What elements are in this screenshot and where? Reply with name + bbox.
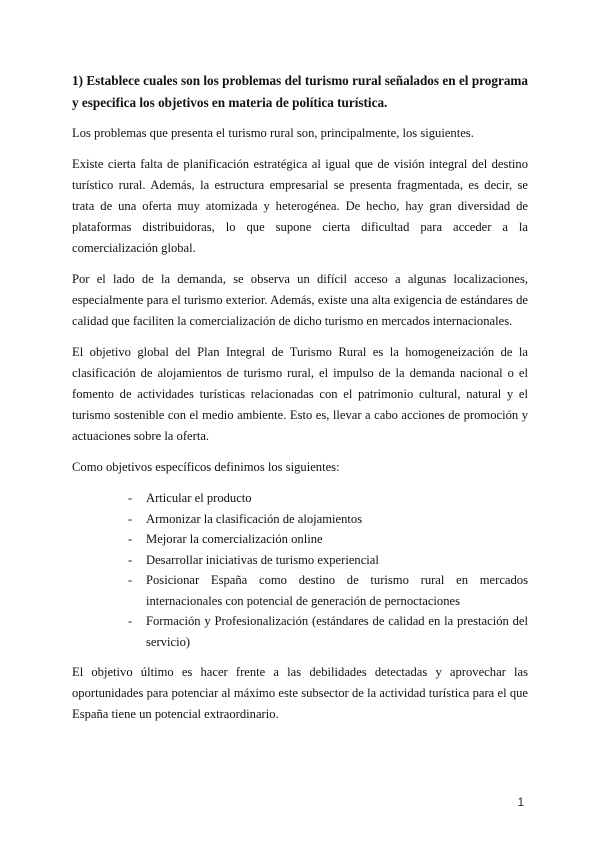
list-item	[72, 611, 528, 652]
objective-text: Desarrollar iniciativas de turismo experiencial	[146, 552, 379, 567]
objective-text: Articular el producto	[146, 491, 252, 505]
intro-paragraph: Los problemas que presenta el turismo rural son, principalmente, los siguientes.	[72, 126, 474, 140]
planning-paragraph: Existe cierta falta de planificación estratégica al igual que de visión integral del destino turístico rural. Además, la estructura empresarial se presenta fragmentada, es decir, se trata de una oferta muy atomizada y heterogénea. De hecho, hay gran diversidad de plataformas distribuidoras, lo que supone cierta dificultad para acceder a la comercialización global.	[72, 157, 528, 255]
list-dash: -	[128, 491, 133, 505]
list-item	[72, 570, 528, 611]
objective-text: Posicionar España como destino de turismo rural en mercados internacionales con potencial de generación de pernoctaciones	[146, 573, 528, 608]
list-dash: -	[128, 614, 133, 628]
objective-text: Armonizar la clasificación de alojamientos	[146, 511, 363, 526]
list-item	[72, 509, 528, 530]
list-dash: -	[128, 511, 133, 526]
list-dash: -	[128, 573, 133, 587]
objective-text: Mejorar la comercialización online	[146, 532, 323, 546]
list-item	[72, 488, 528, 509]
list-item	[72, 550, 528, 571]
list-dash: -	[128, 552, 133, 567]
global-objective-paragraph: El objetivo global del Plan Integral de Turismo Rural es la homogeneización de la clasificación de alojamientos de turismo rural, el impulso de la demanda nacional o el fomento de actividades turísticas relacionadas con el patrimonio cultural, natural y el turismo sostenible con el medio ambiente. Esto es, llevar a cabo acciones de promoción y actuaciones sobre la oferta.	[72, 345, 528, 443]
objective-text: Formación y Profesionalización (estándares de calidad en la prestación del servicio)	[146, 614, 528, 649]
document-page	[72, 70, 528, 735]
page-number: 1	[517, 797, 524, 809]
list-dash: -	[128, 532, 133, 546]
list-item	[72, 529, 528, 550]
objectives-list	[72, 488, 528, 652]
question-heading: 1) Establece cuales son los problemas del turismo rural señalados en el programa y especifica los objetivos en materia de política turística.	[72, 73, 528, 110]
specific-objectives-intro: Como objetivos específicos definimos los siguientes:	[72, 460, 340, 474]
demand-paragraph: Por el lado de la demanda, se observa un difícil acceso a algunas localizaciones, especialmente para el turismo exterior. Además, existe una alta exigencia de estándares de calidad que faciliten la comercialización de dicho turismo en mercados internacionales.	[72, 272, 528, 328]
conclusion-paragraph: El objetivo último es hacer frente a las debilidades detectadas y aprovechar las oportunidades para potenciar al máximo este subsector de la actividad turística para el que España tiene un potencial extraordinario.	[72, 665, 528, 721]
